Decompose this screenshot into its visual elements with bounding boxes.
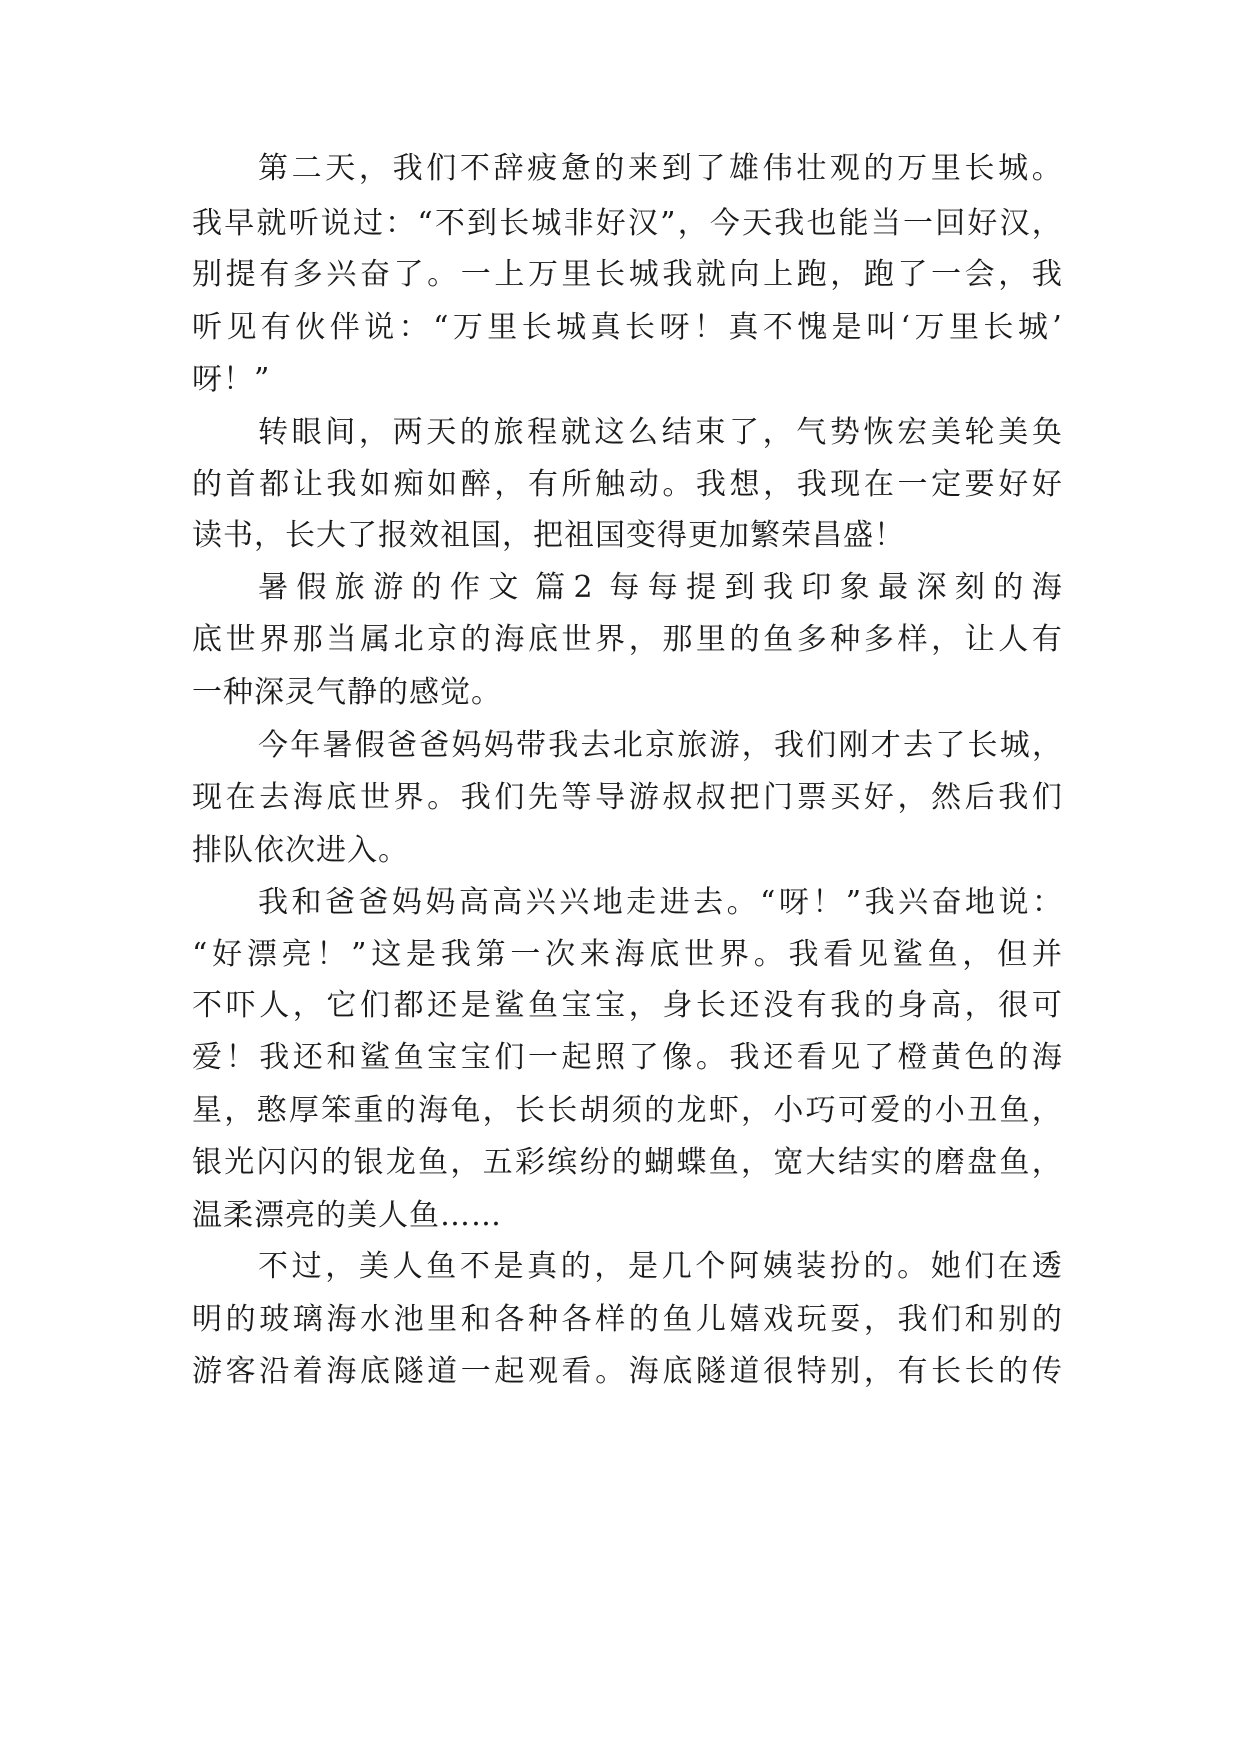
text-line: 不 吓 人 ， 它 们 都 还 是 鲨 鱼 宝 宝 ， 身 长 还 没 有 我 的 身 高 ， 很 可 (192, 988, 1062, 1023)
text-line: 银 光 闪 闪 的 银 龙 鱼 ， 五 彩 缤 纷 的 蝴 蝶 鱼 ， 宽 大 结 实 的 磨 盘 鱼 ， (192, 1145, 1062, 1180)
text-line: 我 早 就 听 说 过 ： “ 不 到 长 城 非 好 汉 ” ， 今 天 我 也 能 当 一 回 好 汉 ， (192, 206, 1062, 241)
text-line: 读 书 ， 长 大 了 报 效 祖 国 ， 把 祖 国 变 得 更 加 繁 荣 昌 盛 ！ (192, 518, 904, 553)
text-line: 现 在 去 海 底 世 界 。 我 们 先 等 导 游 叔 叔 把 门 票 买 好 ， 然 后 我 们 (192, 780, 1062, 815)
text-line: 爱 ！ 我 还 和 鲨 鱼 宝 宝 们 一 起 照 了 像 。 我 还 看 见 了 橙 黄 色 的 海 (192, 1040, 1062, 1075)
text-line: 明 的 玻 璃 海 水 池 里 和 各 种 各 样 的 鱼 儿 嬉 戏 玩 耍 ， 我 们 和 别 的 (192, 1302, 1062, 1337)
text-line: 不 过 ， 美 人 鱼 不 是 真 的 ， 是 几 个 阿 姨 装 扮 的 。 她 们 在 透 (258, 1249, 1062, 1284)
text-line: 温 柔 漂 亮 的 美 人 鱼 … … (192, 1198, 501, 1233)
text-line: 我 和 爸 爸 妈 妈 高 高 兴 兴 地 走 进 去 。 “ 呀 ！ ” 我 兴 奋 地 说 ： (258, 885, 1062, 920)
text-line: 今 年 暑 假 爸 爸 妈 妈 带 我 去 北 京 旅 游 ， 我 们 刚 才 去 了 长 城 ， (258, 728, 1062, 763)
text-line: 星 ， 憨 厚 笨 重 的 海 龟 ， 长 长 胡 须 的 龙 虾 ， 小 巧 可 爱 的 小 丑 鱼 ， (192, 1093, 1062, 1128)
text-line: 第 二 天 ， 我 们 不 辞 疲 惫 的 来 到 了 雄 伟 壮 观 的 万 里 长 城 。 (258, 151, 1062, 186)
text-line: 暑 假 旅 游 的 作 文 篇 2 每 每 提 到 我 印 象 最 深 刻 的 海 (258, 570, 1062, 605)
text-line: 一 种 深 灵 气 静 的 感 觉 。 (192, 675, 501, 710)
text-line: 的 首 都 让 我 如 痴 如 醉 ， 有 所 触 动 。 我 想 ， 我 现 在 一 定 要 好 好 (192, 467, 1062, 502)
text-line: 听 见 有 伙 伴 说 ： “ 万 里 长 城 真 长 呀 ！ 真 不 愧 是 叫 ‘ 万 里 长 城 ’ (192, 310, 1062, 345)
text-line: “ 好 漂 亮 ！ ” 这 是 我 第 一 次 来 海 底 世 界 。 我 看 见 鲨 鱼 ， 但 并 (192, 937, 1062, 972)
text-line: 别 提 有 多 兴 奋 了 。 一 上 万 里 长 城 我 就 向 上 跑 ， 跑 了 一 会 ， 我 (192, 257, 1062, 292)
text-line: 呀 ！ ” (192, 362, 270, 397)
text-line: 底 世 界 那 当 属 北 京 的 海 底 世 界 ， 那 里 的 鱼 多 种 多 样 ， 让 人 有 (192, 622, 1062, 657)
text-line: 转 眼 间 ， 两 天 的 旅 程 就 这 么 结 束 了 ， 气 势 恢 宏 美 轮 美 奂 (258, 415, 1062, 450)
text-line: 排 队 依 次 进 入 。 (192, 833, 408, 868)
text-line: 游 客 沿 着 海 底 隧 道 一 起 观 看 。 海 底 隧 道 很 特 别 ， 有 长 长 的 传 (192, 1354, 1062, 1389)
